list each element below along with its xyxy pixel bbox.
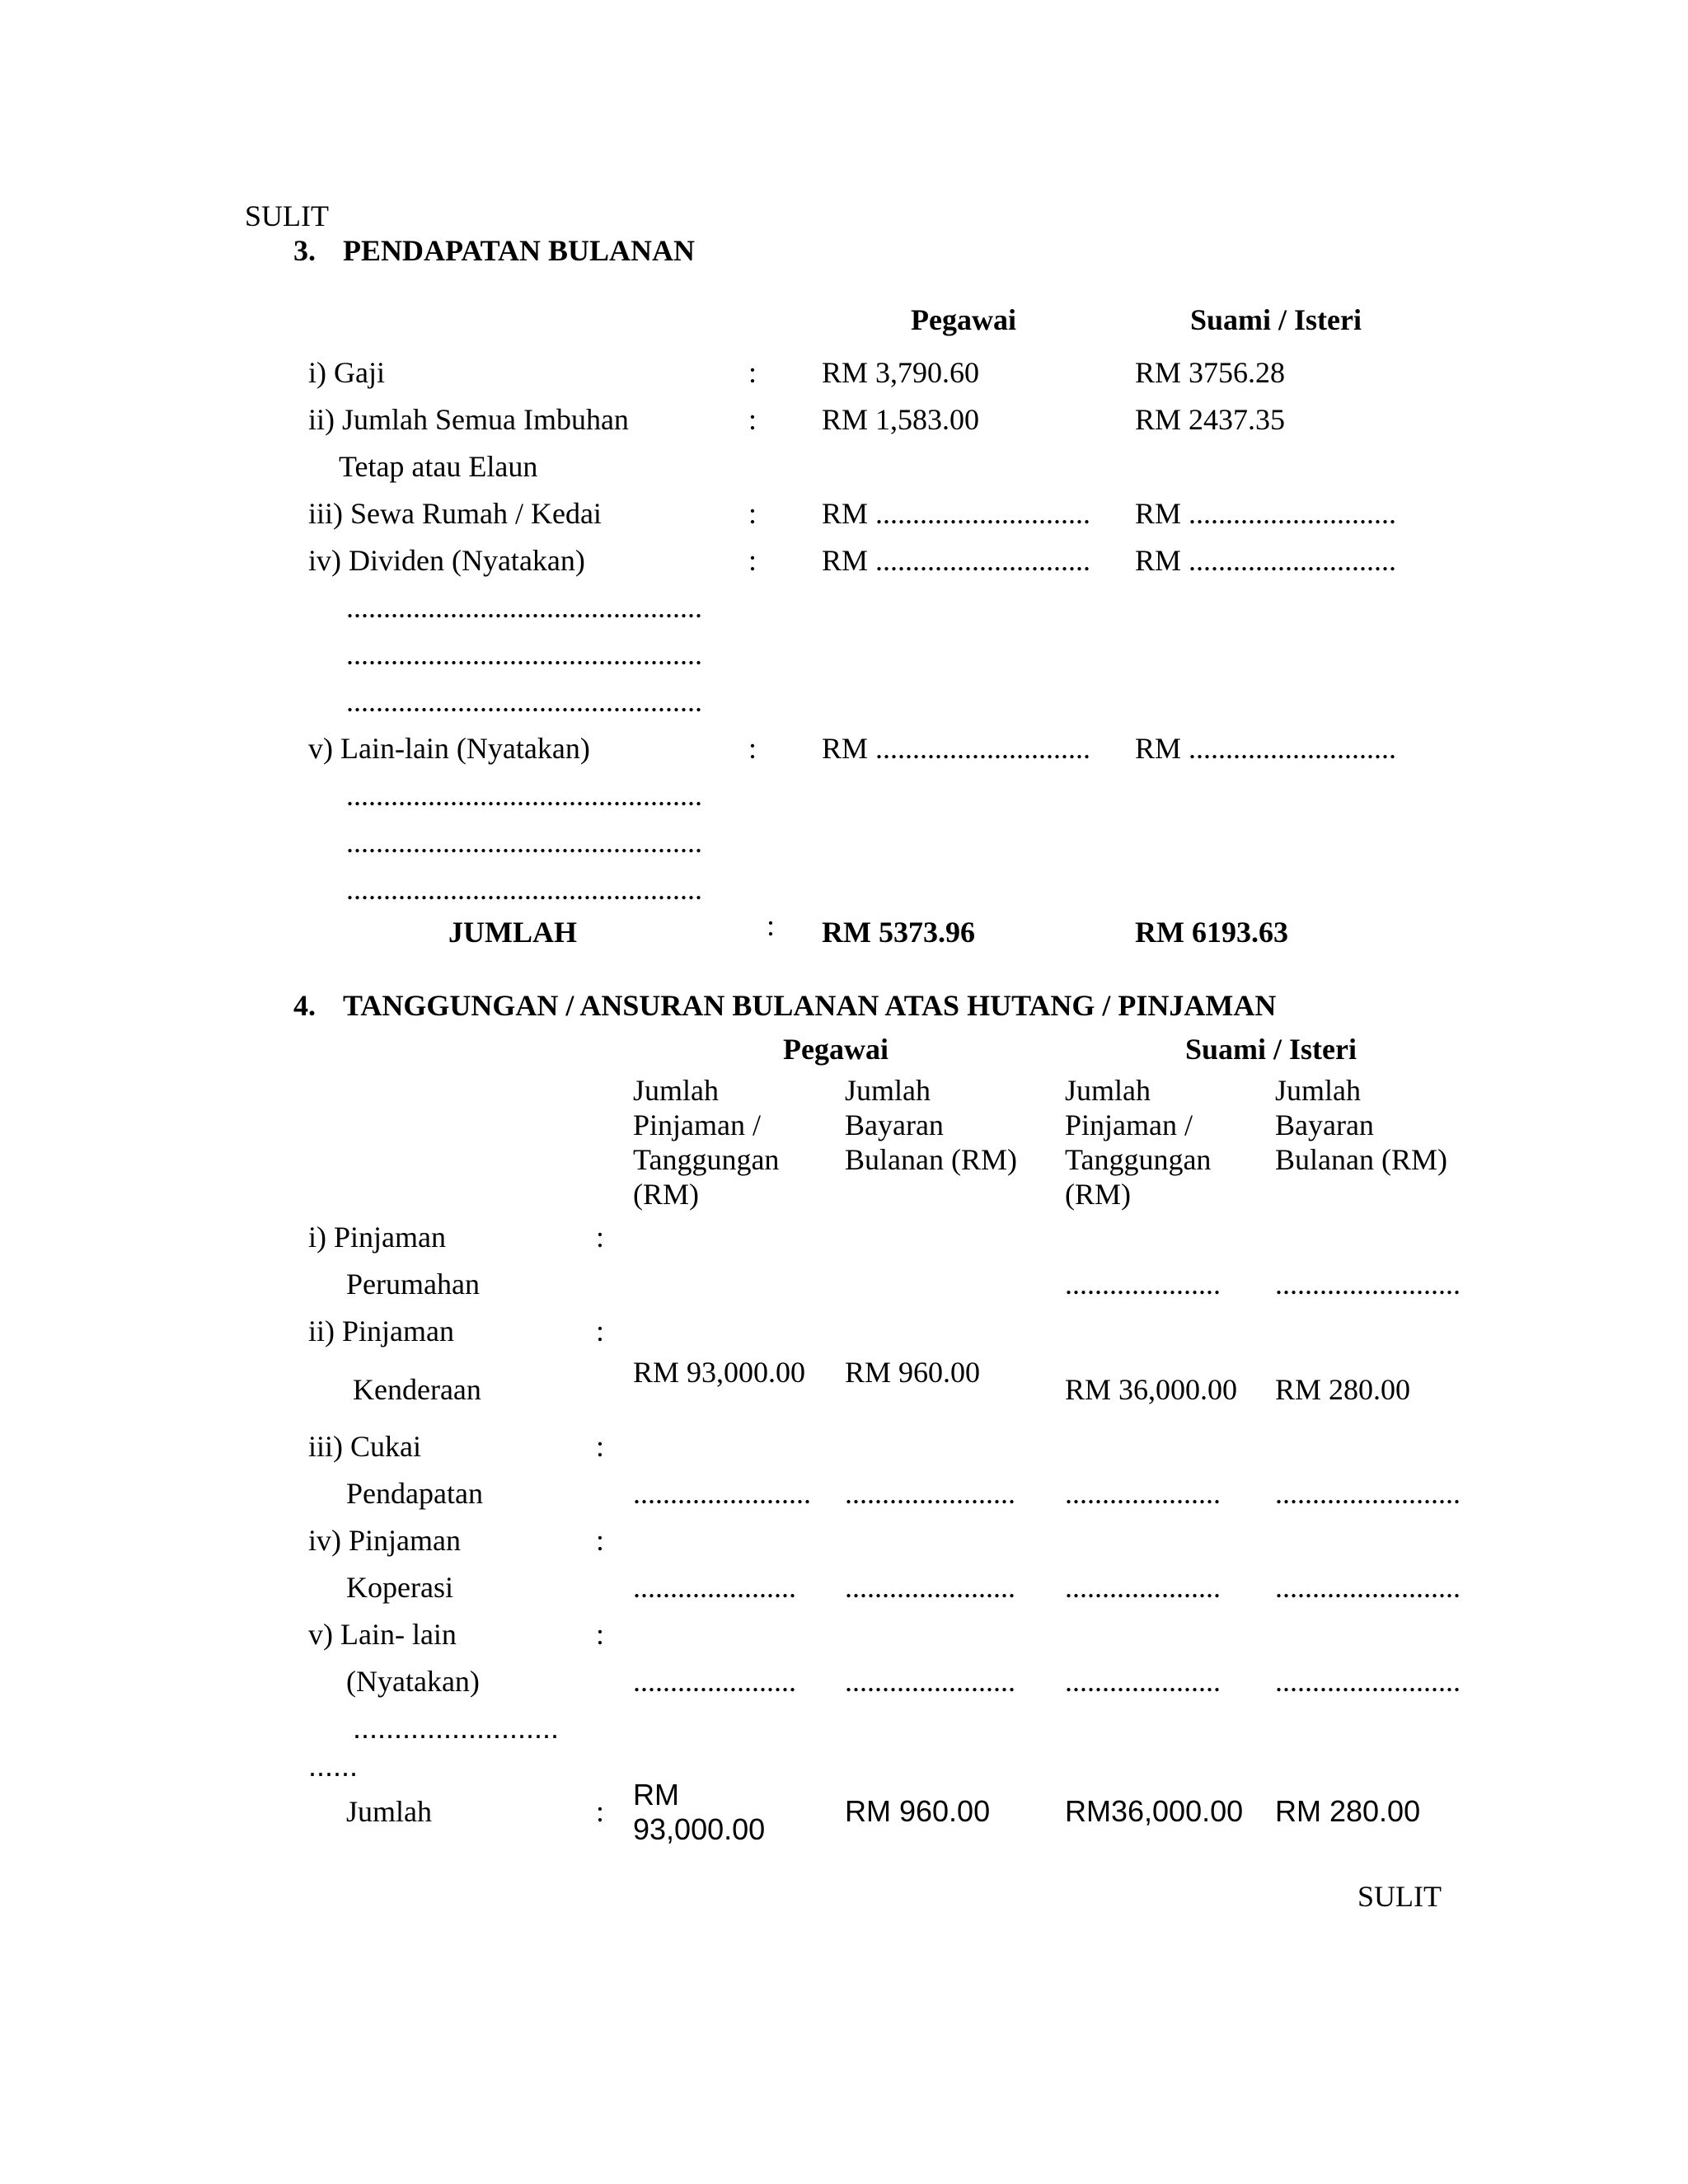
footer-sulit: SULIT (1357, 1880, 1442, 1913)
section3-col-pasangan: Suami / Isteri (1190, 303, 1362, 336)
subheader-pasangan-bayaran: Jumlah Bayaran Bulanan (RM) (1275, 1074, 1447, 1176)
income-colon: : (748, 403, 757, 436)
dividen-blank-line: ................................................ (346, 591, 702, 624)
income-pasangan-sewa: RM ............................ (1135, 497, 1397, 530)
income-pasangan-dividen: RM ............................ (1135, 544, 1397, 577)
debt-pegawai-pinjaman-koperasi: ...................... (633, 1571, 796, 1604)
income-total-colon: : (767, 909, 776, 942)
income-total-pasangan: RM 6193.63 (1135, 916, 1288, 949)
debt-label-lain: v) Lain- lain (308, 1618, 457, 1651)
subheader-pegawai-bayaran: Jumlah Bayaran Bulanan (RM) (845, 1074, 1017, 1176)
income-total-pegawai: RM 5373.96 (822, 916, 975, 949)
debt-pasangan-pinjaman-kenderaan: RM 36,000.00 (1065, 1373, 1238, 1406)
debt-label-kenderaan: ii) Pinjaman (308, 1315, 454, 1347)
income-pasangan-gaji: RM 3756.28 (1135, 356, 1286, 389)
section3-title: PENDAPATAN BULANAN (343, 234, 695, 267)
debt-total-colon: : (596, 1795, 605, 1828)
debt-label-perumahan: i) Pinjaman (308, 1221, 446, 1254)
subheader-pasangan-pinjaman: Jumlah Pinjaman / Tanggungan (RM) (1065, 1074, 1212, 1211)
debt-pegawai-bayaran-koperasi: ....................... (845, 1571, 1015, 1604)
income-label-imbuhan: ii) Jumlah Semua Imbuhan (308, 403, 629, 436)
income-colon: : (748, 732, 757, 765)
income-label-sewa: iii) Sewa Rumah / Kedai (308, 497, 602, 530)
debt-pasangan-bayaran-koperasi: ......................... (1275, 1571, 1461, 1604)
debt-pegawai-pinjaman-cukai: ........................ (633, 1477, 811, 1510)
debt-total-label: Jumlah (346, 1795, 432, 1828)
lain-extra-blank-line: ......................... (353, 1711, 560, 1745)
lain-blank-line: ................................................ (346, 826, 702, 859)
income-colon: : (748, 497, 757, 530)
section4-title: TANGGUNGAN / ANSURAN BULANAN ATAS HUTANG / PINJAMAN (343, 989, 1277, 1022)
debt-pegawai-pinjaman-kenderaan: RM 93,000.00 (633, 1356, 806, 1389)
section3-number: 3. (293, 234, 316, 267)
debt-pegawai-bayaran-lain: ....................... (845, 1665, 1015, 1698)
income-pasangan-imbuhan: RM 2437.35 (1135, 403, 1286, 436)
debt-pegawai-bayaran-kenderaan: RM 960.00 (845, 1356, 981, 1389)
income-total-label: JUMLAH (448, 916, 577, 949)
section3-col-pegawai: Pegawai (911, 303, 1016, 336)
income-colon: : (748, 544, 757, 577)
debt-pasangan-bayaran-kenderaan: RM 280.00 (1275, 1373, 1411, 1406)
debt-pasangan-pinjaman-cukai: ..................... (1065, 1477, 1221, 1510)
debt-label-perumahan-cont: Perumahan (346, 1268, 480, 1301)
debt-pasangan-pinjaman-lain: ..................... (1065, 1665, 1221, 1698)
debt-pasangan-bayaran-lain: ......................... (1275, 1665, 1461, 1698)
debt-label-koperasi: iv) Pinjaman (308, 1524, 461, 1557)
income-pegawai-dividen: RM ............................. (822, 544, 1091, 577)
debt-pegawai-pinjaman-lain: ...................... (633, 1665, 796, 1698)
income-label-lain: v) Lain-lain (Nyatakan) (308, 732, 590, 765)
debt-total-pasangan-pinjaman: RM36,000.00 (1065, 1794, 1244, 1828)
debt-colon: : (596, 1618, 605, 1651)
debt-pasangan-pinjaman-perumahan: ..................... (1065, 1268, 1221, 1301)
income-pegawai-sewa: RM ............................. (822, 497, 1091, 530)
income-label-gaji: i) Gaji (308, 356, 385, 389)
debt-pegawai-bayaran-cukai: ....................... (845, 1477, 1015, 1510)
income-pasangan-lain: RM ............................ (1135, 732, 1397, 765)
debt-label-lain-cont: (Nyatakan) (346, 1665, 480, 1698)
debt-colon: : (596, 1221, 605, 1254)
debt-total-pegawai-bayaran: RM 960.00 (845, 1794, 991, 1828)
debt-colon: : (596, 1430, 605, 1463)
debt-pasangan-pinjaman-koperasi: ..................... (1065, 1571, 1221, 1604)
debt-colon: : (596, 1524, 605, 1557)
income-pegawai-gaji: RM 3,790.60 (822, 356, 980, 389)
debt-label-koperasi-cont: Koperasi (346, 1571, 453, 1604)
income-pegawai-imbuhan: RM 1,583.00 (822, 403, 980, 436)
lain-extra-blank-line: ...... (308, 1749, 359, 1783)
debt-label-cukai: iii) Cukai (308, 1430, 421, 1463)
header-sulit: SULIT (245, 199, 329, 232)
lain-blank-line: ................................................ (346, 779, 702, 812)
section4-group-pasangan: Suami / Isteri (1185, 1033, 1357, 1066)
debt-pasangan-bayaran-perumahan: ......................... (1275, 1268, 1461, 1301)
debt-total-pegawai-pinjaman: RM 93,000.00 (633, 1778, 766, 1846)
debt-label-cukai-cont: Pendapatan (346, 1477, 483, 1510)
income-label-dividen: iv) Dividen (Nyatakan) (308, 544, 585, 577)
income-colon: : (748, 356, 757, 389)
debt-total-pasangan-bayaran: RM 280.00 (1275, 1794, 1421, 1828)
debt-pasangan-bayaran-cukai: ......................... (1275, 1477, 1461, 1510)
dividen-blank-line: ................................................ (346, 685, 702, 718)
subheader-pegawai-pinjaman: Jumlah Pinjaman / Tanggungan (RM) (633, 1074, 780, 1211)
section4-number: 4. (293, 989, 316, 1022)
debt-colon: : (596, 1315, 605, 1347)
dividen-blank-line: ................................................ (346, 638, 702, 671)
debt-label-kenderaan-cont: Kenderaan (353, 1373, 481, 1406)
income-label-imbuhan-cont: Tetap atau Elaun (339, 450, 538, 483)
lain-blank-line: ................................................ (346, 873, 702, 906)
income-pegawai-lain: RM ............................. (822, 732, 1091, 765)
section4-group-pegawai: Pegawai (783, 1033, 889, 1066)
